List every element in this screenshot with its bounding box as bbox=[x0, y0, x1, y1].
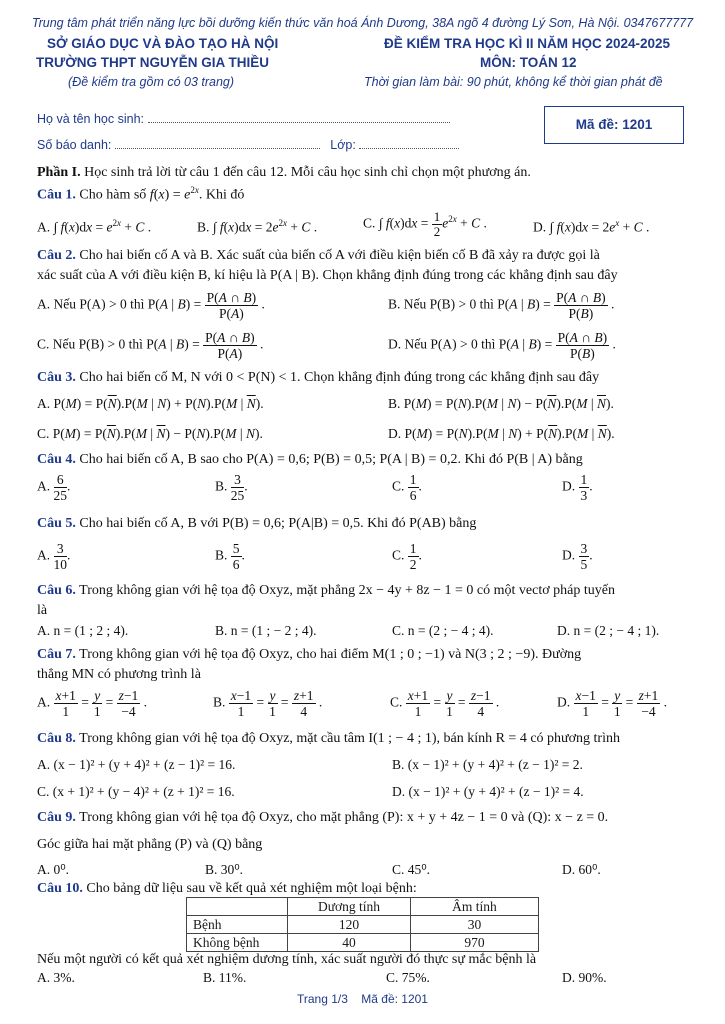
q9-option-b[interactable]: B. 30⁰. bbox=[205, 862, 244, 877]
q3-option-c[interactable]: C. $P(M) = P(\overline{N}).P(M$ | $\overline{N}) - P(N).P(M$ | N). bbox=[37, 426, 263, 441]
q2-option-c[interactable]: C. Nếu P(B) > 0 thì P(A | B) = $\frac{P(A \cap B)}{P(A)}$ . bbox=[37, 330, 264, 361]
q4-option-c[interactable]: C. $\frac{1}{6}$ . bbox=[392, 472, 422, 503]
table-cell: Không bệnh bbox=[187, 934, 288, 952]
q6-option-b[interactable]: B. n = (1 ; − 2 ; 4). bbox=[215, 623, 317, 638]
q10-option-b[interactable]: B. 11%. bbox=[203, 970, 247, 985]
question-3: Câu 3. Cho hai biến cố M, N với 0 < P(N) < 1. Chọn khẳng định đúng trong các khẳng định sau đây bbox=[37, 370, 600, 385]
student-id-label: Số báo danh: bbox=[37, 138, 112, 152]
q4-option-d[interactable]: D. $\frac{1}{3}$ . bbox=[562, 472, 593, 503]
table-header-cell: Âm tính bbox=[411, 898, 539, 916]
table-header-cell: Dương tính bbox=[288, 898, 411, 916]
question-7-line2: thẳng MN có phương trình là bbox=[37, 667, 201, 682]
q8-option-a[interactable]: A. (x − 1)² + (y + 4)² + (z − 1)² = 16. bbox=[37, 757, 236, 772]
question-9-line2: Góc giữa hai mặt phẳng (P) và (Q) bằng bbox=[37, 837, 263, 852]
page-number: Trang 1/3 bbox=[297, 992, 348, 1006]
q2-option-a[interactable]: A. Nếu P(A) > 0 thì P(A | B) = $\frac{P(A \cap B)}{P(A)}$ . bbox=[37, 290, 265, 321]
table-row bbox=[187, 916, 539, 934]
q1-option-c[interactable]: C. ∫ f(x)dx = $\frac{1}{2}$ $e^{2x} + C$ . bbox=[363, 209, 487, 239]
q7-option-b[interactable]: B. $\frac{x-1}{1}$ = $\frac{y}{1}$ = $\frac{z+1}{4}$ . bbox=[213, 688, 323, 719]
q4-option-b[interactable]: B. $\frac{3}{25}$ . bbox=[215, 472, 248, 503]
student-id-field[interactable] bbox=[37, 138, 459, 152]
table-cell: 970 bbox=[411, 934, 539, 952]
q6-option-d[interactable]: D. n = (2 ; − 4 ; 1). bbox=[557, 623, 660, 638]
q4-option-a[interactable]: A. $\frac{6}{25}$ . bbox=[37, 472, 71, 503]
q7-option-a[interactable]: A. $\frac{x+1}{1}$ = $\frac{y}{1}$ = $\frac{z-1}{-4}$ . bbox=[37, 688, 148, 719]
question-8: Câu 8. Trong không gian với hệ tọa độ Oxyz, mặt cầu tâm I(1 ; − 4 ; 1), bán kính R = 4 có phương trình bbox=[37, 731, 620, 746]
q10-option-d[interactable]: D. 90%. bbox=[562, 970, 607, 985]
question-10-after: Nếu một người có kết quả xét nghiệm dương tính, xác suất người đó thực sự mắc bệnh là bbox=[37, 952, 537, 967]
test-results-table bbox=[186, 897, 539, 952]
table-row bbox=[187, 934, 539, 952]
q1-option-d[interactable]: D. ∫ $f(x)dx = 2e^x + C$ . bbox=[533, 218, 650, 235]
q1-option-b[interactable]: B. ∫ $f(x)dx = 2e^{2x} + C$ . bbox=[197, 218, 318, 235]
q10-table-wrap bbox=[186, 897, 539, 952]
question-4: Câu 4. Cho hai biến cố A, B sao cho P(A) = 0,6; P(B) = 0,5; P(A | B) = 0,2. Khi đó P(B | A) bằng bbox=[37, 452, 583, 467]
q10-option-c[interactable]: C. 75%. bbox=[386, 970, 430, 985]
q5-option-c[interactable]: C. $\frac{1}{2}$ . bbox=[392, 541, 422, 572]
q7-option-d[interactable]: D. $\frac{x-1}{1}$ = $\frac{y}{1}$ = $\frac{z+1}{-4}$ . bbox=[557, 688, 668, 719]
q3-option-b[interactable]: B. P(M) = P(N).P(M | $N) - P(\overline{N}).P(M$ | $\overline{N}$). bbox=[388, 396, 614, 411]
q1-option-a[interactable]: A. ∫ $f(x)dx = e^{2x} + C$ . bbox=[37, 218, 152, 235]
question-5: Câu 5. Cho hai biến cố A, B với P(B) = 0,6; P(A|B) = 0,5. Khi đó P(AB) bằng bbox=[37, 516, 477, 531]
table-header-row bbox=[187, 898, 539, 916]
exam-title: ĐỀ KIỂM TRA HỌC KÌ II NĂM HỌC 2024-2025 bbox=[384, 36, 671, 51]
question-2-line2: xác suất của A với điều kiện B, kí hiệu là P(A | B). Chọn khẳng định đúng trong các khẳng định sau đây bbox=[37, 268, 618, 283]
q8-option-c[interactable]: C. (x + 1)² + (y − 4)² + (z + 1)² = 16. bbox=[37, 784, 235, 799]
student-name-label: Họ và tên học sinh: bbox=[37, 112, 145, 126]
table-cell: 120 bbox=[288, 916, 411, 934]
q5-option-a[interactable]: A. $\frac{3}{10}$ . bbox=[37, 541, 71, 572]
page-footer bbox=[0, 992, 725, 1006]
question-1: Câu 1. Cho hàm số $f(x) = e^{2x}$. Khi đó bbox=[37, 185, 245, 203]
question-10: Câu 10. Cho bảng dữ liệu sau về kết quả xét nghiệm một loại bệnh: bbox=[37, 881, 417, 896]
question-7: Câu 7. Trong không gian với hệ tọa độ Oxyz, cho hai điểm M(1 ; 0 ; −1) và N(3 ; 2 ; −9). Đường bbox=[37, 647, 582, 662]
question-6: Câu 6. Trong không gian với hệ tọa độ Oxyz, mặt phẳng 2x − 4y + 8z − 1 = 0 có một vectơ pháp tuyến bbox=[37, 583, 615, 598]
q3-option-d[interactable]: D. P(M) = P(N).P(M | $N) + P(\overline{N}).P(M$ | $\overline{N}$). bbox=[388, 426, 615, 441]
q8-option-b[interactable]: B. (x − 1)² + (y + 4)² + (z − 1)² = 2. bbox=[392, 757, 583, 772]
top-note: Trung tâm phát triển năng lực bồi dưỡng kiến thức văn hoá Ánh Dương, 38A ngõ 4 đường Lý Sơn, Hà Nội. 0347677777 bbox=[31, 16, 694, 30]
q7-option-c[interactable]: C. $\frac{x+1}{1}$ = $\frac{y}{1}$ = $\frac{z-1}{4}$ . bbox=[390, 688, 500, 719]
subject: MÔN: TOÁN 12 bbox=[480, 55, 577, 70]
q8-option-d[interactable]: D. (x − 1)² + (y + 4)² + (z − 1)² = 4. bbox=[392, 784, 584, 799]
time-note: Thời gian làm bài: 90 phút, không kể thời gian phát đề bbox=[364, 75, 663, 89]
question-2: Câu 2. Cho hai biến cố A và B. Xác suất của biến cố A với điều kiện biến cố B đã xảy ra được gọi là bbox=[37, 248, 600, 263]
exam-code-box: Mã đề: 1201 bbox=[544, 106, 684, 144]
dept-name: SỞ GIÁO DỤC VÀ ĐÀO TẠO HÀ NỘI bbox=[47, 36, 279, 51]
table-cell: 30 bbox=[411, 916, 539, 934]
part1-intro: Phần I. Học sinh trả lời từ câu 1 đến câu 12. Mỗi câu học sinh chỉ chọn một phương án. bbox=[37, 165, 531, 180]
q6-option-a[interactable]: A. n = (1 ; 2 ; 4). bbox=[37, 623, 129, 638]
table-cell: 40 bbox=[288, 934, 411, 952]
q6-option-c[interactable]: C. n = (2 ; − 4 ; 4). bbox=[392, 623, 494, 638]
q5-option-d[interactable]: D. $\frac{3}{5}$ . bbox=[562, 541, 593, 572]
student-name-field[interactable] bbox=[37, 112, 450, 126]
table-header-cell bbox=[187, 898, 288, 916]
question-6-line2: là bbox=[37, 603, 48, 618]
q9-option-c[interactable]: C. 45⁰. bbox=[392, 862, 431, 877]
q10-option-a[interactable]: A. 3%. bbox=[37, 970, 75, 985]
question-9: Câu 9. Trong không gian với hệ tọa độ Oxyz, cho mặt phẳng (P): x + y + 4z − 1 = 0 và (Q): x − z = 0. bbox=[37, 810, 609, 825]
q2-option-b[interactable]: B. Nếu P(B) > 0 thì P(A | B) = $\frac{P(A \cap B)}{P(B)}$ . bbox=[388, 290, 615, 321]
school-name: TRƯỜNG THPT NGUYỄN GIA THIỀU bbox=[36, 55, 269, 70]
q9-option-d[interactable]: D. 60⁰. bbox=[562, 862, 601, 877]
footer-code: Mã đề: 1201 bbox=[361, 992, 428, 1006]
table-cell: Bệnh bbox=[187, 916, 288, 934]
q2-option-d[interactable]: D. Nếu P(A) > 0 thì P(A | B) = $\frac{P(A \cap B)}{P(B)}$ . bbox=[388, 330, 616, 361]
q9-option-a[interactable]: A. 0⁰. bbox=[37, 862, 70, 877]
q5-option-b[interactable]: B. $\frac{5}{6}$ . bbox=[215, 541, 245, 572]
q3-option-a[interactable]: A. $P(M) = P(\overline{N}).P(M$ | N) + P(N).P(M | $\overline{N}$). bbox=[37, 396, 264, 411]
pages-note: (Đề kiểm tra gồm có 03 trang) bbox=[68, 75, 235, 89]
class-label: Lớp: bbox=[330, 138, 356, 152]
